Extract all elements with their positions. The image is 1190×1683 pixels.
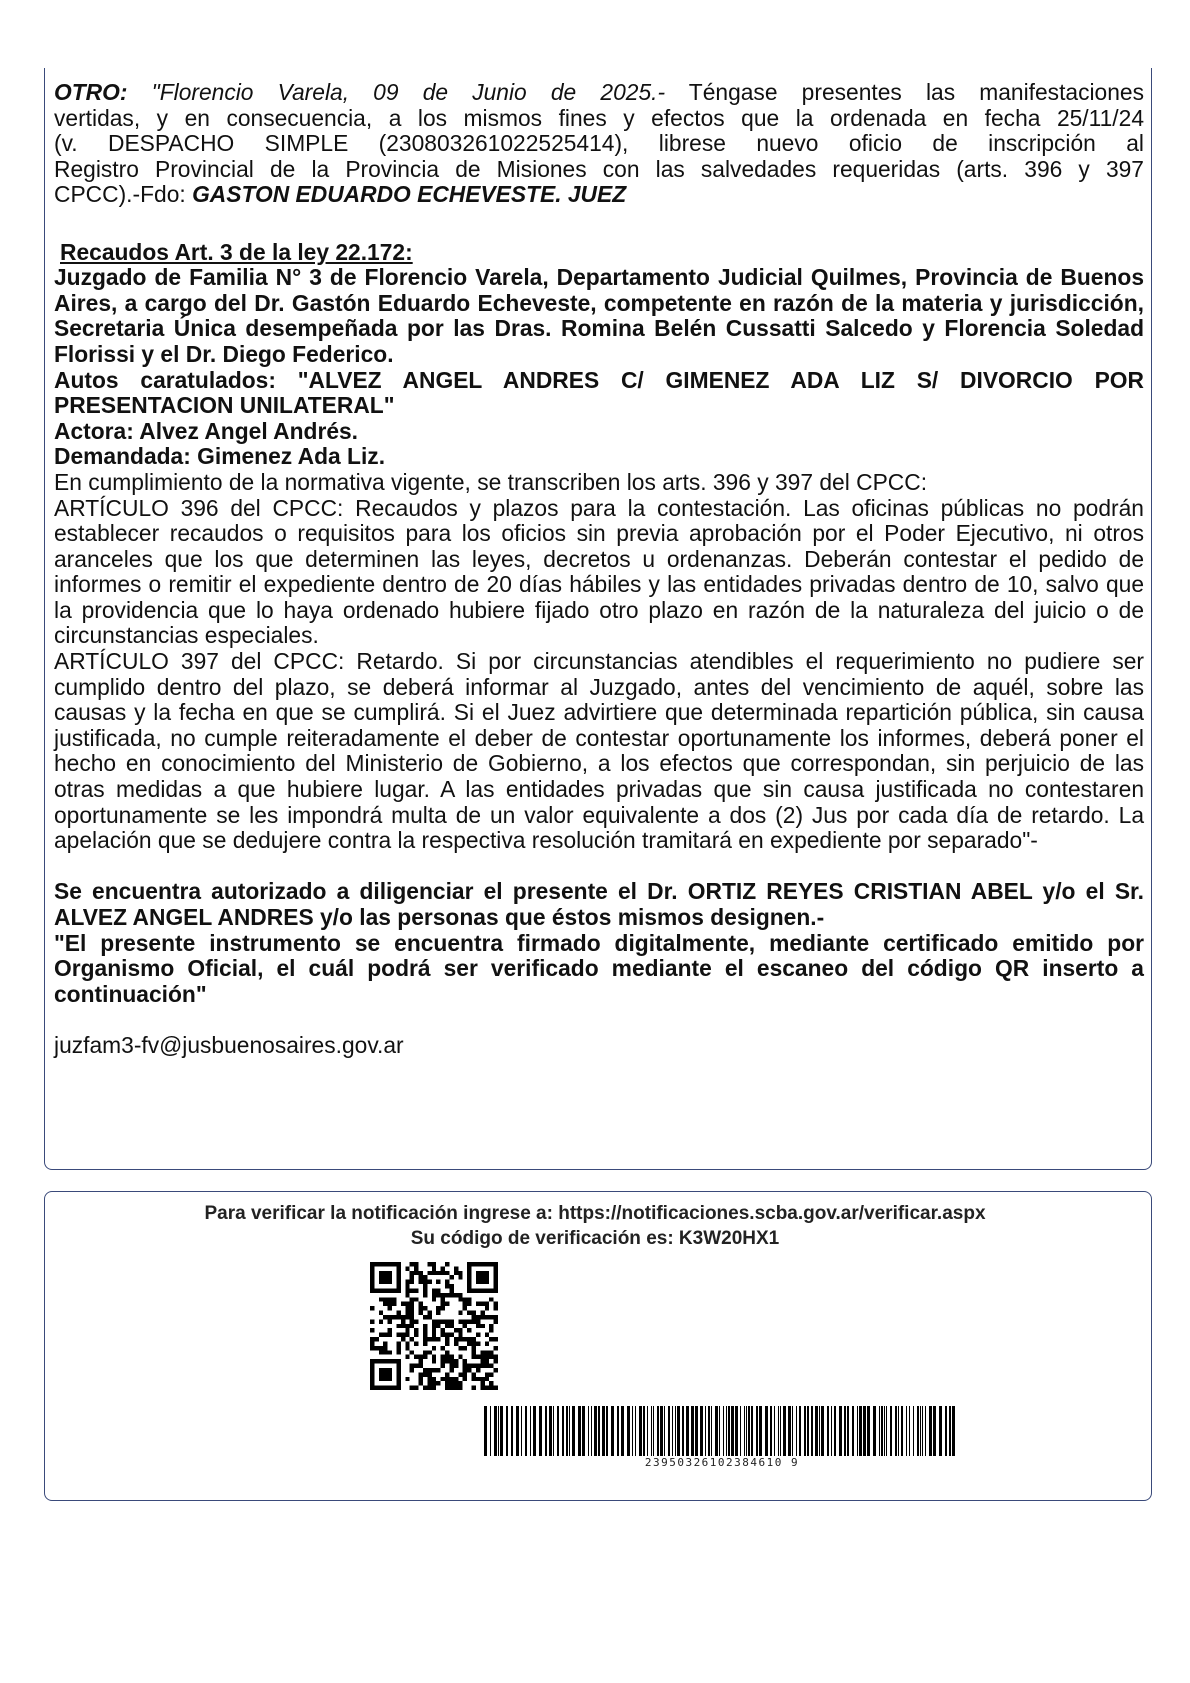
verification-code-line: Su código de verificación es: K3W20HX1 (410, 1228, 780, 1249)
autos-caratulados: Autos caratulados: "ALVEZ ANGEL ANDRES C/ GIMENEZ ADA LIZ S/ DIVORCIO POR PRESENTACION UNILATERAL" (54, 366, 1144, 419)
otro-signature-line (54, 182, 1144, 208)
qr-code-icon (370, 1262, 498, 1390)
otro-first-line (54, 80, 1144, 106)
otro-label: OTRO: (54, 79, 128, 105)
otro-line: Registro Provincial de la Provincia de Misiones con las salvedades requeridas (arts. 396 y 397 (54, 155, 1144, 182)
court-email: juzfam3-fv@jusbuenosaires.gov.ar (54, 1031, 404, 1058)
autorizado-paragraph: Se encuentra autorizado a diligenciar el presente el Dr. ORTIZ REYES CRISTIAN ABEL y/o el Sr. ALVEZ ANGEL ANDRES y/o las personas que éstos mismos designen.- (54, 878, 1144, 930)
articulo-397: ARTÍCULO 397 del CPCC: Retardo. Si por circunstancias atendibles el requerimiento no pudiere ser cumplido dentro del plazo, se deberá informar al Juzgado, antes del vencimiento de aquél, sobre las causas y la fecha en que se cumplirá. Si el Juez advirtiere que determinada repartición pública, sin causa justificada, no cumple reiteradamente el deber de contestar oportunamente los informes, deberá poner el hecho en conocimiento del Ministerio de Gobierno, a los efectos que correspondan, sin perjuicio de las otras medidas a que hubiere lugar. A las entidades privadas que sin causa justificada no contestaren oportunamente se les impondrá multa de un valor equivalente a dos (2) Jus por cada día de retardo. La apelación que se dedujere contra la respectiva resolución tramitará en expediente por separado"- (54, 648, 1144, 854)
demandada: Demandada: Gimenez Ada Liz. (54, 443, 386, 470)
barcode (484, 1406, 960, 1456)
otro-line: vertidas, y en consecuencia, a los mismos fines y efectos que la ordenada en fecha 25/11/24 (54, 104, 1144, 131)
verification-url-line: Para verificar la notificación ingrese a: https://notificaciones.scba.gov.ar/verificar.aspx (204, 1203, 986, 1224)
otro-text: Téngase presentes las manifestaciones (688, 79, 1144, 105)
cumplimiento-line: En cumplimiento de la normativa vigente, se transcriben los arts. 396 y 397 del CPCC: (54, 468, 928, 495)
recaudos-heading: Recaudos Art. 3 de la ley 22.172: (60, 238, 413, 265)
articulo-396: ARTÍCULO 396 del CPCC: Recaudos y plazos para la contestación. Las oficinas públicas no podrán establecer recaudos o requisitos para los oficios sin previa aprobación por el Poder Ejecutivo, ni otros aranceles que los que determinen las leyes, decretos u ordenanzas. Deberán contestar el pedido de informes o remitir el expediente dentro de 20 días hábiles y las entidades privadas dentro de 10, salvo que la providencia que lo haya ordenado hubiere fijado otro plazo en razón de la naturaleza del juicio o de circunstancias especiales. (54, 494, 1144, 649)
signer-name: GASTON EDUARDO ECHEVESTE. JUEZ (192, 181, 627, 208)
fdo-prefix: CPCC).-Fdo: (54, 181, 186, 208)
document-body (54, 80, 1144, 1059)
barcode-number: 23950326102384610 9 (644, 1456, 800, 1469)
otro-quote: "Florencio Varela, 09 de Junio de 2025.- (151, 79, 666, 105)
otro-line: (v. DESPACHO SIMPLE (230803261022525414), librese nuevo oficio de inscripción al (54, 130, 1144, 157)
juzgado-paragraph: Juzgado de Familia N° 3 de Florencio Varela, Departamento Judicial Quilmes, Provincia de Buenos Aires, a cargo del Dr. Gastón Eduardo Echeveste, competente en razón de la materia y jurisdicción, Secretaria Única desempeñada por las Dras. Romina Belén Cussatti Salcedo y Florencia Soledad Florissi y el Dr. Diego Federico. (54, 264, 1144, 367)
actora: Actora: Alvez Angel Andrés. (54, 417, 359, 444)
firma-digital-paragraph: "El presente instrumento se encuentra firmado digitalmente, mediante certificado emitido por Organismo Oficial, el cuál podrá ser verificado mediante el escaneo del código QR inserto a continuación" (54, 929, 1144, 1007)
